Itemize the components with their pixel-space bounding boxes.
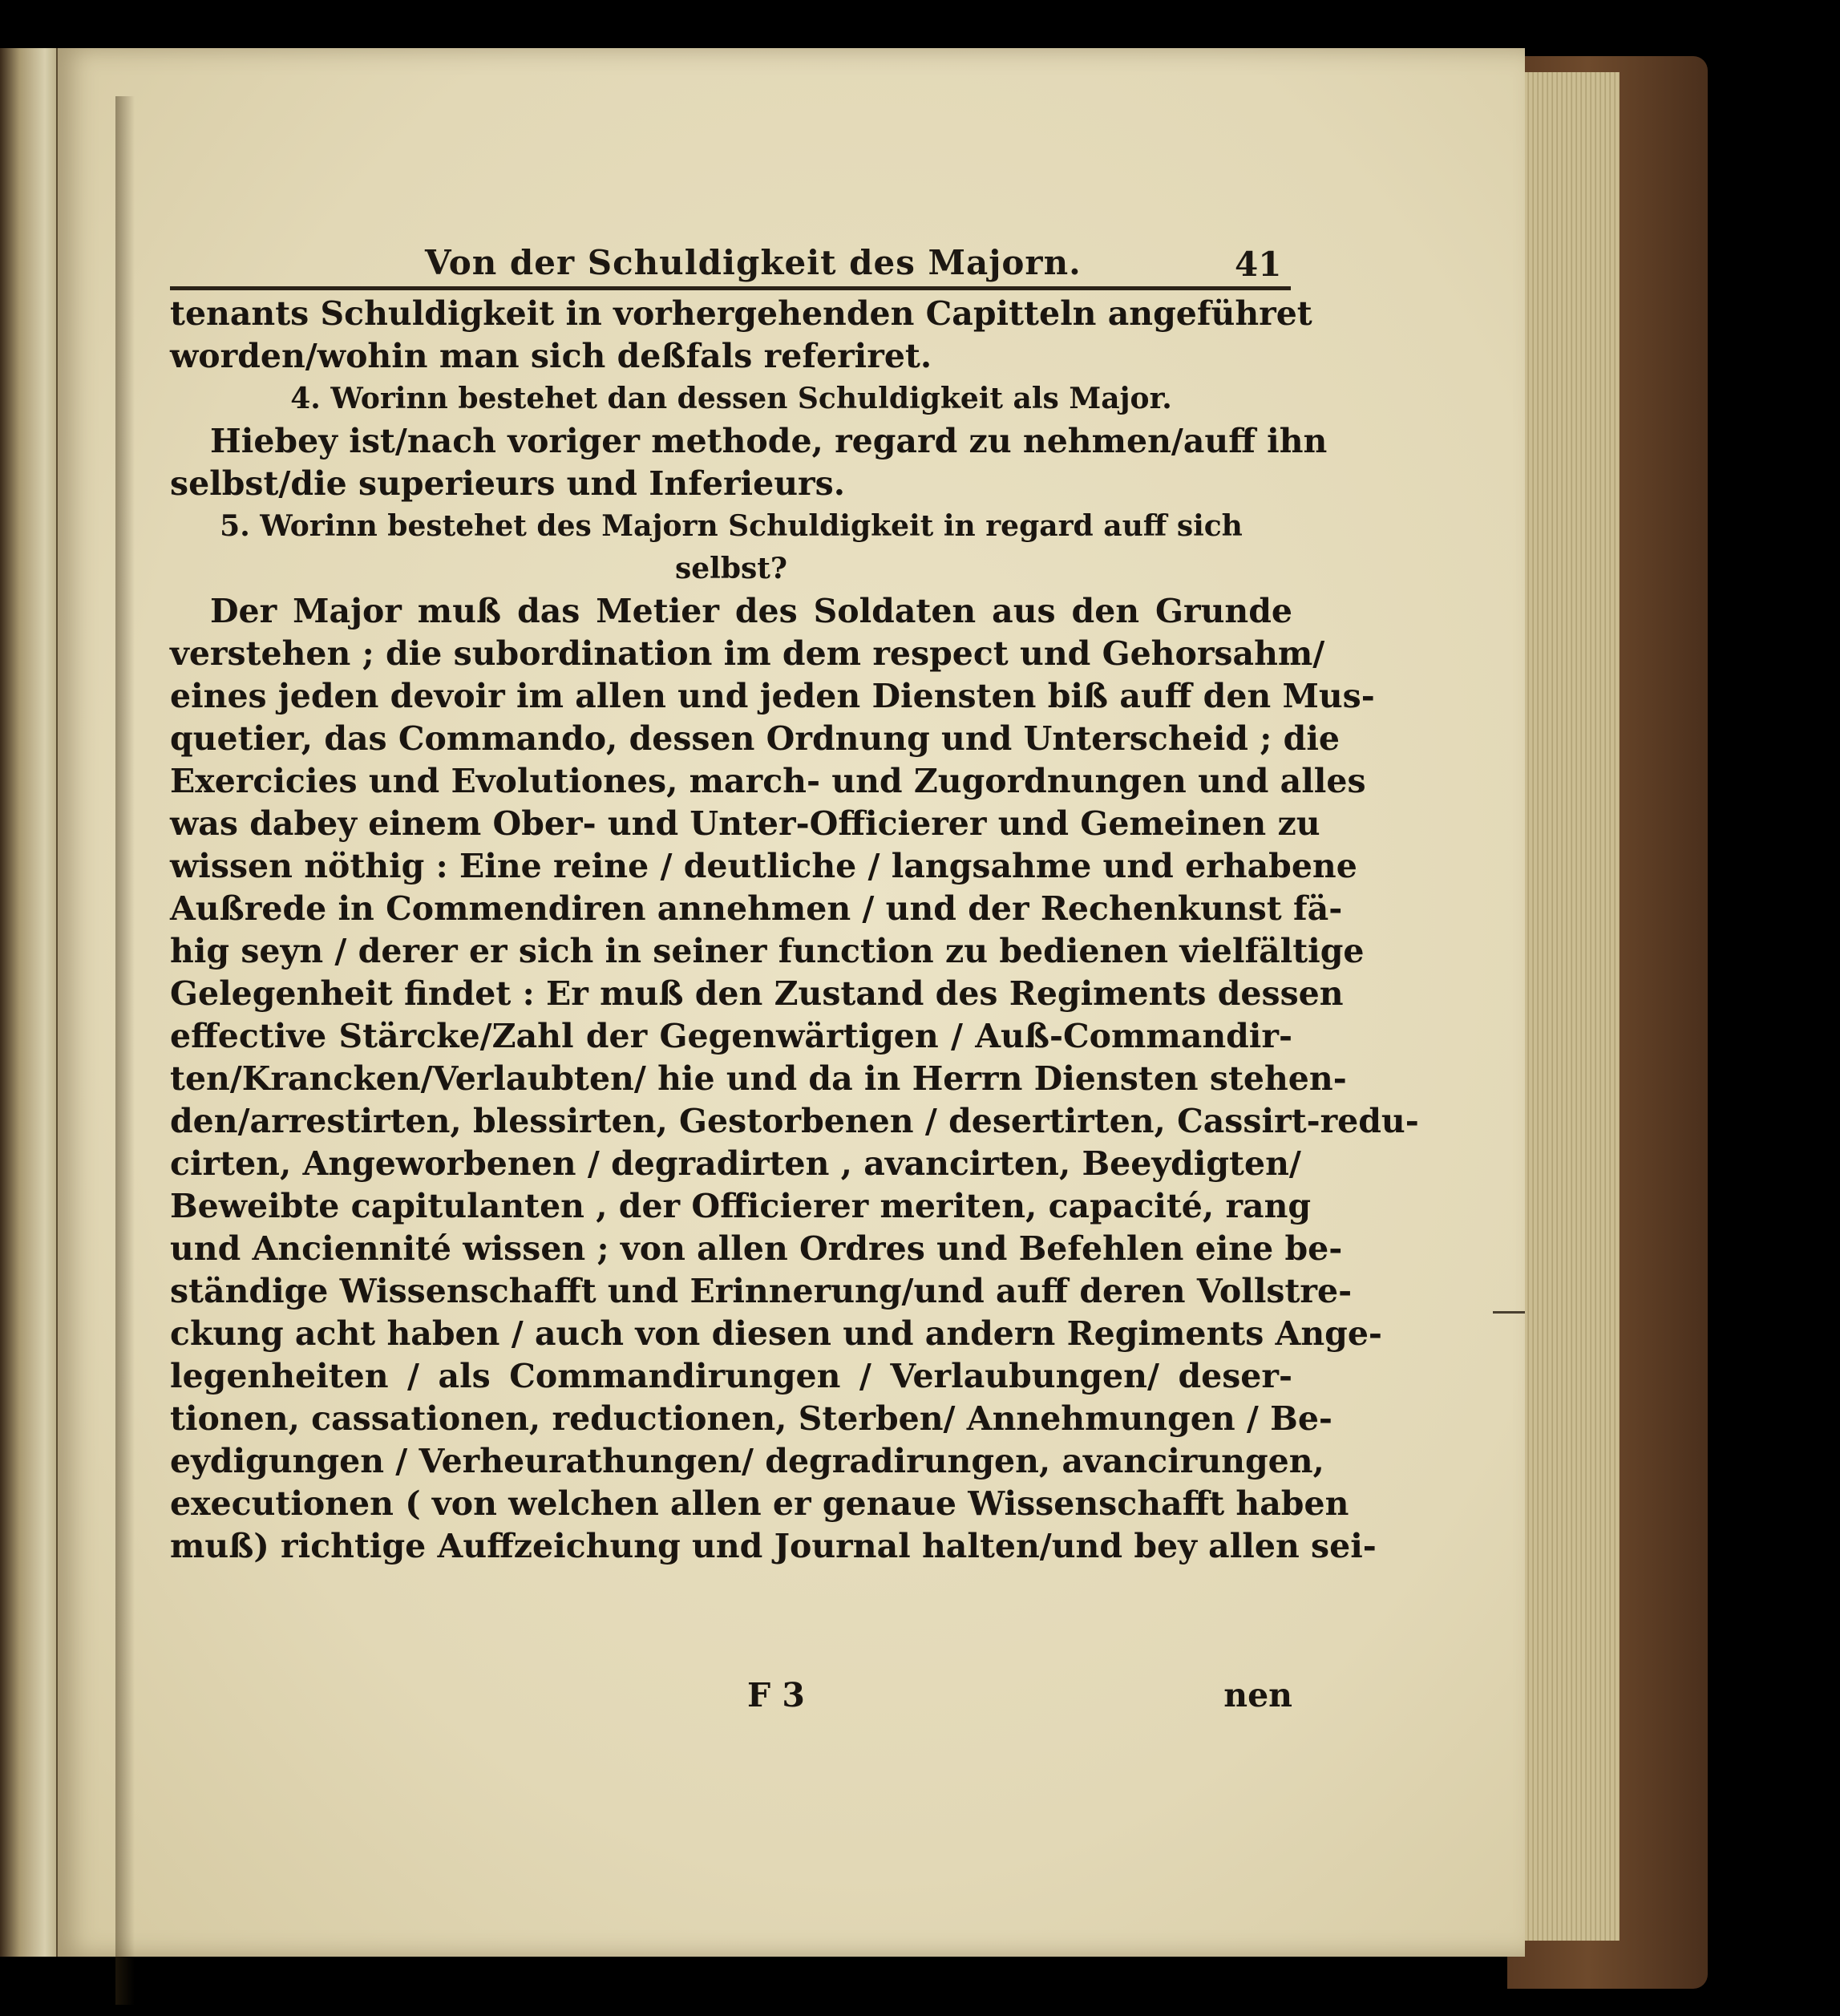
text-line: ständige Wissenschafft und Erinnerung/und auff deren Vollstre- bbox=[170, 1272, 1353, 1310]
text-line: legenheiten / als Commandirungen / Verlaubungen/ deser- bbox=[170, 1357, 1292, 1395]
text-line: verstehen ; die subordination im dem respect und Gehorsahm/ bbox=[170, 634, 1325, 673]
text-line: Exercicies und Evolutiones, march- und Zugordnungen und alles bbox=[170, 762, 1366, 800]
text-line: tionen, cassationen, reductionen, Sterben/ Annehmungen / Be- bbox=[170, 1399, 1332, 1438]
running-head: Von der Schuldigkeit des Majorn. bbox=[425, 243, 1082, 282]
text-line: hig seyn / derer er sich in seiner function zu bedienen vielfältige bbox=[170, 932, 1365, 970]
text-line: cirten, Angeworbenen / degradirten , avancirten, Beeydigten/ bbox=[170, 1144, 1301, 1183]
text-line: executionen ( von welchen allen er genaue Wissenschafft haben bbox=[170, 1484, 1349, 1523]
text-line: selbst/die superieurs und Inferieurs. bbox=[170, 464, 845, 503]
text-line: Beweibte capitulanten , der Officierer meriten, capacité, rang bbox=[170, 1187, 1312, 1225]
facing-page-edge bbox=[0, 48, 58, 1957]
text-line: den/arrestirten, blessirten, Gestorbenen / desertirten, Cassirt-redu- bbox=[170, 1102, 1419, 1140]
page-number: 41 bbox=[1235, 245, 1282, 284]
text-line: 4. Worinn bestehet dan dessen Schuldigkeit als Major. bbox=[290, 382, 1172, 415]
spine-shadow bbox=[115, 96, 135, 2005]
text-line: eydigungen / Verheurathungen/ degradirungen, avancirungen, bbox=[170, 1442, 1324, 1480]
text-line: Der Major muß das Metier des Soldaten aus den Grunde bbox=[210, 592, 1292, 630]
text-line: 5. Worinn bestehet des Majorn Schuldigkeit in regard auff sich bbox=[220, 509, 1243, 543]
text-line: wissen nöthig : Eine reine / deutliche / langsahme und erhabene bbox=[170, 847, 1357, 885]
text-line: eines jeden devoir im allen und jeden Diensten biß auff den Mus- bbox=[170, 677, 1375, 715]
text-line: was dabey einem Ober- und Unter-Officierer und Gemeinen zu bbox=[170, 804, 1320, 843]
catchword: nen bbox=[1223, 1676, 1292, 1714]
margin-mark bbox=[1493, 1311, 1525, 1314]
text-line: tenants Schuldigkeit in vorhergehenden Capitteln angeführet bbox=[170, 294, 1312, 333]
body-text bbox=[170, 293, 1419, 1568]
text-line: selbst? bbox=[674, 552, 787, 585]
signature-mark: F 3 bbox=[747, 1676, 805, 1714]
text-line: ten/Krancken/Verlaubten/ hie und da in Herrn Diensten stehen- bbox=[170, 1059, 1347, 1098]
text-line: Außrede in Commendiren annehmen / und der Rechenkunst fä- bbox=[170, 889, 1343, 928]
text-line: quetier, das Commando, dessen Ordnung und Unterscheid ; die bbox=[170, 719, 1340, 758]
text-line: effective Stärcke/Zahl der Gegenwärtigen / Auß-Commandir- bbox=[170, 1017, 1292, 1055]
text-line: und Anciennité wissen ; von allen Ordres und Befehlen eine be- bbox=[170, 1229, 1343, 1268]
book-page bbox=[58, 48, 1525, 1957]
text-line: ckung acht haben / auch von diesen und andern Regiments Ange- bbox=[170, 1314, 1382, 1353]
page-footer bbox=[170, 1676, 1292, 1720]
text-line: Gelegenheit findet : Er muß den Zustand des Regiments dessen bbox=[170, 974, 1344, 1013]
page-block-edge bbox=[1515, 72, 1620, 1941]
text-line: muß) richtige Auffzeichung und Journal halten/und bey allen sei- bbox=[170, 1527, 1377, 1565]
header-rule bbox=[170, 286, 1291, 290]
text-line: Hiebey ist/nach voriger methode, regard zu nehmen/auff ihn bbox=[210, 422, 1328, 460]
text-line: worden/wohin man sich deßfals referiret. bbox=[170, 337, 932, 375]
